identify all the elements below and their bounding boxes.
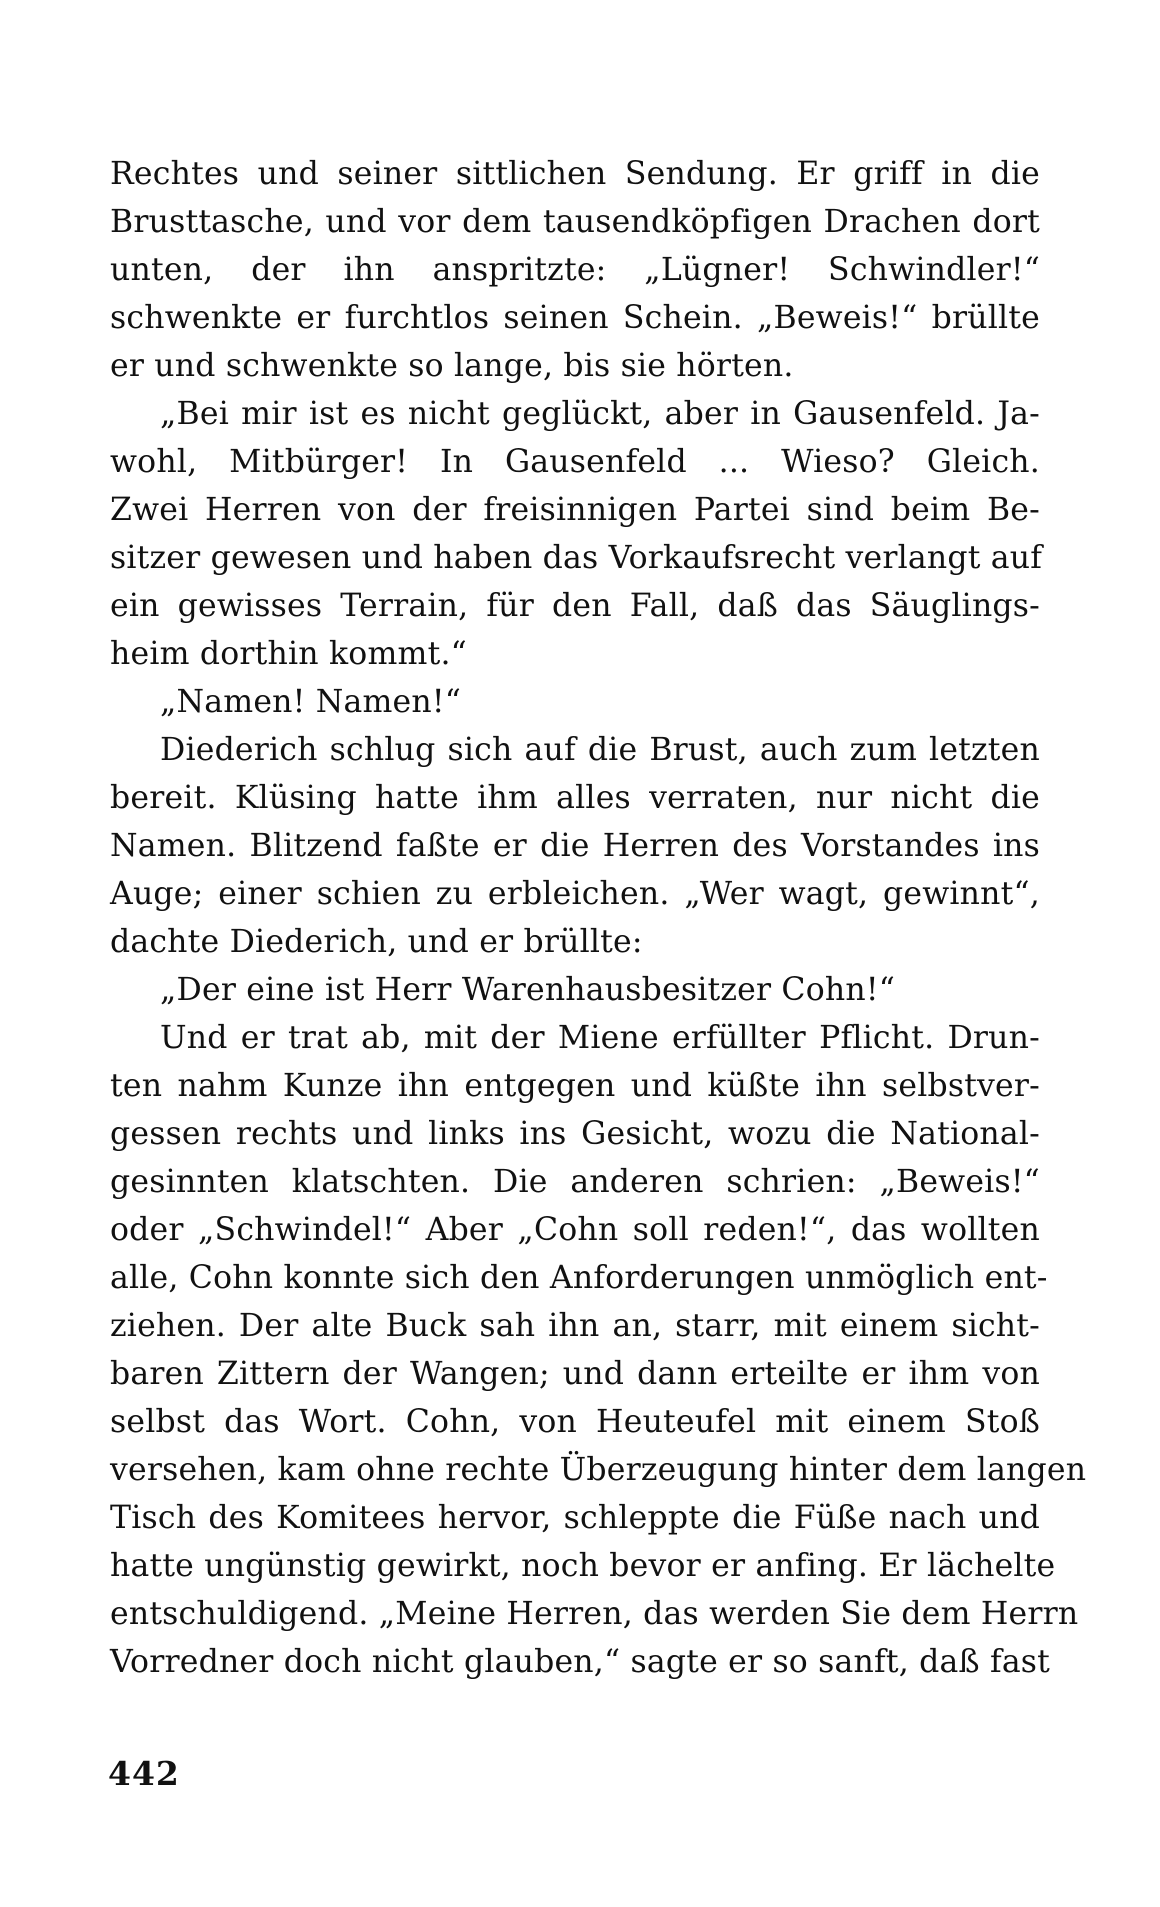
text-line: heim dorthin kommt.“: [110, 636, 467, 672]
text-line: ten nahm Kunze ihn entgegen und küßte ihn selbstver-: [110, 1068, 1040, 1104]
text-line: Vorredner doch nicht glauben,“ sagte er so sanft, daß fast: [110, 1644, 1051, 1680]
text-line: entschuldigend. „Meine Herren, das werden Sie dem Herrn: [110, 1596, 1079, 1632]
text-line: „Namen! Namen!“: [160, 684, 462, 720]
text-line: gessen rechts und links ins Gesicht, wozu die National-: [110, 1116, 1040, 1152]
page-number: 442: [108, 1754, 180, 1793]
text-line: „Der eine ist Herr Warenhausbesitzer Cohn!“: [160, 972, 896, 1008]
text-line: alle, Cohn konnte sich den Anforderungen unmöglich ent-: [110, 1260, 1048, 1296]
text-line: ein gewisses Terrain, für den Fall, daß das Säuglings-: [110, 588, 1040, 624]
text-line: baren Zittern der Wangen; und dann erteilte er ihm von: [110, 1356, 1040, 1392]
body-text: [110, 150, 1087, 1686]
text-line: „Bei mir ist es nicht geglückt, aber in Gausenfeld. Ja-: [160, 396, 1040, 432]
text-line: gesinnten klatschten. Die anderen schrien: „Beweis!“: [110, 1164, 1040, 1200]
text-line: Diederich schlug sich auf die Brust, auch zum letzten: [160, 732, 1040, 768]
text-line: schwenkte er furchtlos seinen Schein. „Beweis!“ brüllte: [110, 300, 1040, 336]
text-line: Rechtes und seiner sittlichen Sendung. Er griff in die: [110, 156, 1040, 192]
text-line: Zwei Herren von der freisinnigen Partei sind beim Be-: [110, 492, 1040, 528]
text-line: er und schwenkte so lange, bis sie hörten.: [110, 348, 794, 384]
text-line: wohl, Mitbürger! In Gausenfeld ... Wieso? Gleich.: [110, 444, 1040, 480]
text-line: Brusttasche, und vor dem tausendköpfigen Drachen dort: [110, 204, 1040, 240]
text-line: unten, der ihn anspritzte: „Lügner! Schwindler!“: [110, 252, 1040, 288]
text-line: versehen, kam ohne rechte Überzeugung hinter dem langen: [110, 1452, 1087, 1488]
text-line: hatte ungünstig gewirkt, noch bevor er anfing. Er lächelte: [110, 1548, 1056, 1584]
text-line: ziehen. Der alte Buck sah ihn an, starr, mit einem sicht-: [110, 1308, 1040, 1344]
text-line: Namen. Blitzend faßte er die Herren des Vorstandes ins: [110, 828, 1040, 864]
text-line: Auge; einer schien zu erbleichen. „Wer wagt, gewinnt“,: [110, 876, 1040, 912]
text-line: Und er trat ab, mit der Miene erfüllter Pflicht. Drun-: [160, 1020, 1040, 1056]
text-line: selbst das Wort. Cohn, von Heuteufel mit einem Stoß: [110, 1404, 1040, 1440]
text-line: sitzer gewesen und haben das Vorkaufsrecht verlangt auf: [110, 540, 1043, 576]
text-line: bereit. Klüsing hatte ihm alles verraten, nur nicht die: [110, 780, 1040, 816]
text-line: dachte Diederich, und er brüllte:: [110, 924, 643, 960]
text-line: oder „Schwindel!“ Aber „Cohn soll reden!“, das wollten: [110, 1212, 1040, 1248]
text-line: Tisch des Komitees hervor, schleppte die Füße nach und: [110, 1500, 1040, 1536]
